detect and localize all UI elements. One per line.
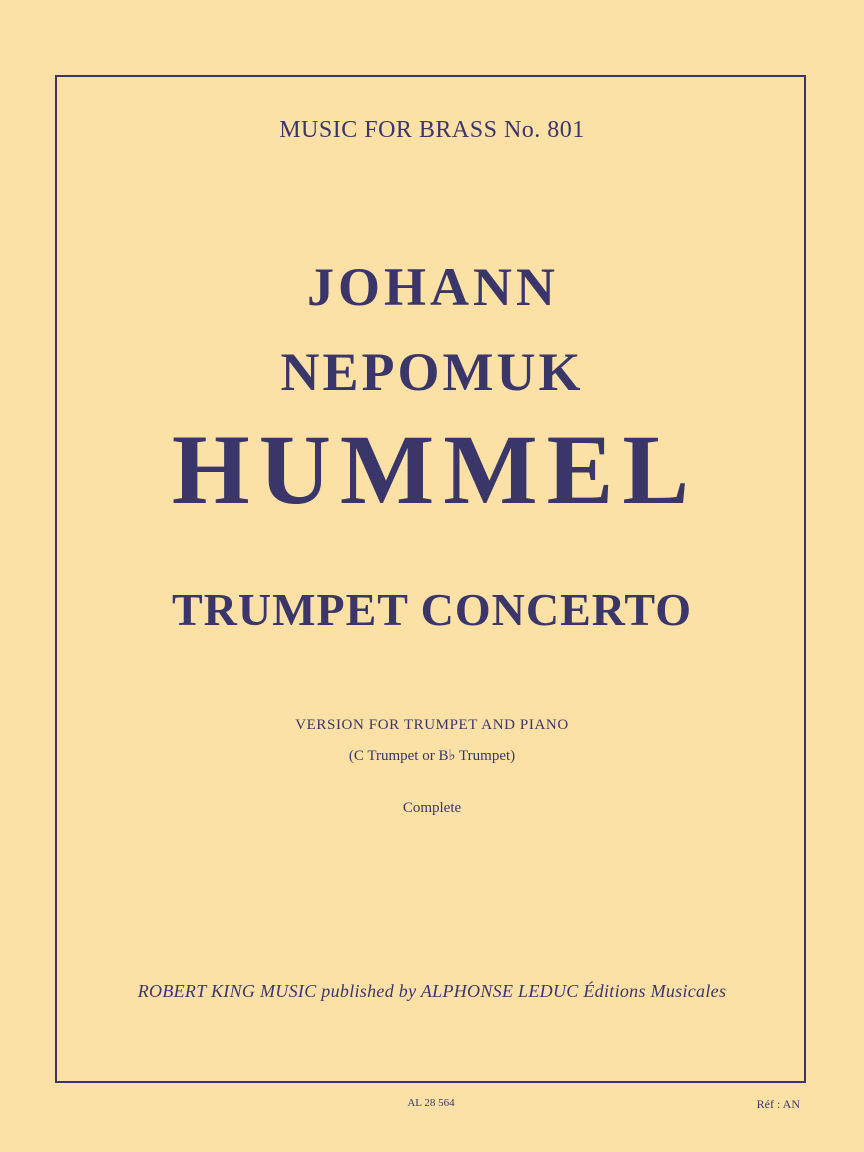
work-title: TRUMPET CONCERTO bbox=[171, 584, 693, 635]
cover-border-frame bbox=[55, 75, 806, 1083]
composer-last-name: HUMMEL bbox=[171, 414, 699, 525]
version-description: VERSION FOR TRUMPET AND PIANO bbox=[295, 717, 569, 733]
edition-note: Complete bbox=[402, 800, 462, 816]
composer-middle-name: NEPOMUK bbox=[280, 342, 584, 402]
composer-first-name: JOHANN bbox=[307, 257, 559, 317]
publisher-line: ROBERT KING MUSIC published by ALPHONSE LEDUC Éditions Musicales bbox=[137, 981, 727, 1001]
instrument-options: (C Trumpet or B♭ Trumpet) bbox=[348, 748, 516, 764]
catalog-number: AL 28 564 bbox=[407, 1097, 455, 1109]
reference-code: Réf : AN bbox=[756, 1097, 800, 1111]
series-label: MUSIC FOR BRASS No. 801 bbox=[279, 117, 585, 143]
